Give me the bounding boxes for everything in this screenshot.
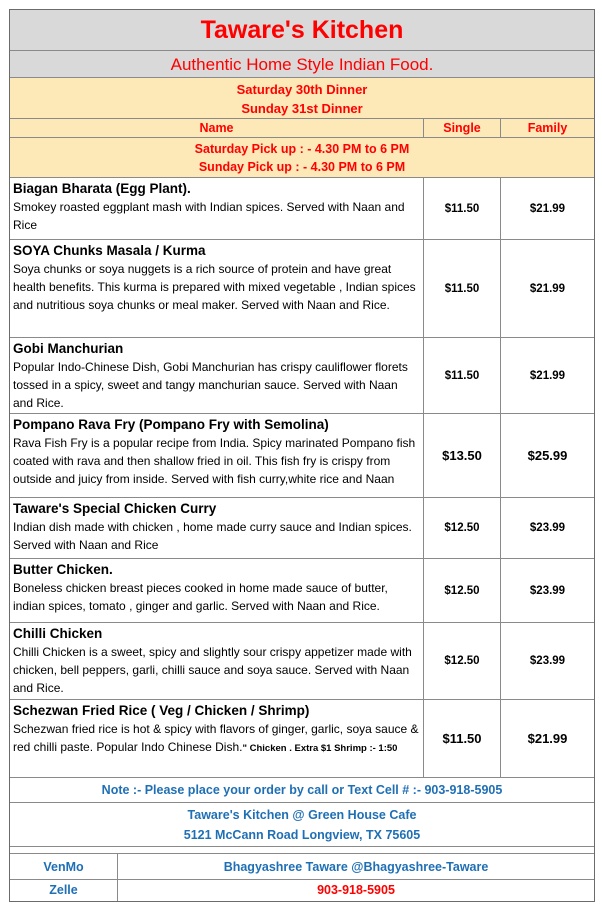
menu-item-family-price: $23.99 xyxy=(529,522,566,534)
menu-item xyxy=(10,338,594,414)
date-line-saturday: Saturday 30th Dinner xyxy=(236,82,368,97)
column-header-single: Single xyxy=(424,119,501,137)
address-block xyxy=(10,803,594,847)
menu-item-name: Gobi Manchurian xyxy=(13,341,124,356)
address-street: 5121 McCann Road Longview, TX 75605 xyxy=(183,828,421,842)
zelle-number: 903-918-5905 xyxy=(317,883,395,897)
menu-item-description xyxy=(13,720,420,758)
column-header-family: Family xyxy=(527,121,568,135)
menu-item xyxy=(10,178,594,240)
menu-item-details xyxy=(10,178,424,239)
menu-item-family-price: $23.99 xyxy=(529,584,566,597)
menu-item-single-price: $11.50 xyxy=(424,178,501,239)
menu-item-family-price: $21.99 xyxy=(529,369,566,382)
menu-item-details xyxy=(10,498,424,558)
menu-item-name: SOYA Chunks Masala / Kurma xyxy=(13,243,206,258)
venmo-row xyxy=(10,853,594,880)
menu-item-name: Schezwan Fried Rice ( Veg / Chicken / Shrimp) xyxy=(13,703,310,718)
page-subtitle: Authentic Home Style Indian Food. xyxy=(10,51,594,78)
menu-item-details xyxy=(10,338,424,413)
zelle-label: Zelle xyxy=(10,880,118,901)
menu-item-description: Soya chunks or soya nuggets is a rich source of protein and have great health benefits. This kurma is prepared with mixed vegetable , Indian spices and nutritious soya chunks or meal maker. Served with Naan and Rice. xyxy=(13,262,416,313)
menu-item-description: Rava Fish Fry is a popular recipe from India. Spicy marinated Pompano fish coated with rava and then shallow fried in oil. This fish fry is crispy from outside and juicy from inside. Served with fish curry,white rice and Naan xyxy=(13,436,416,487)
menu-item-single-price: $11.50 xyxy=(424,338,501,413)
menu-item-name: Butter Chicken. xyxy=(13,562,113,577)
pickup-saturday: Saturday Pick up : - 4.30 PM to 6 PM xyxy=(194,142,410,156)
menu-item-name: Pompano Rava Fry (Pompano Fry with Semolina) xyxy=(13,417,329,432)
menu-item-name: Taware's Special Chicken Curry xyxy=(13,501,217,516)
dinner-dates xyxy=(10,78,594,119)
menu-item-single-price: $13.50 xyxy=(424,414,501,497)
menu-item-description: Popular Indo-Chinese Dish, Gobi Manchurian has crispy cauliflower florets tossed in a spicy, sweet and tangy manchurian sauce. Served with Naan and Rice. xyxy=(13,360,408,411)
menu-item-single-price: $11.50 xyxy=(424,240,501,337)
zelle-row xyxy=(10,880,594,901)
menu-item-name: Biagan Bharata (Egg Plant). xyxy=(13,181,191,196)
menu-item-family-price: $21.99 xyxy=(529,282,566,295)
menu-item xyxy=(10,559,594,623)
menu-item-family-price: $25.99 xyxy=(527,448,568,463)
menu-item xyxy=(10,240,594,338)
menu-item-name: Chilli Chicken xyxy=(13,626,103,641)
menu-item-single-price: $12.50 xyxy=(424,498,501,558)
order-note: Note :- Please place your order by call or Text Cell # :- 903-918-5905 xyxy=(10,778,594,803)
menu-item xyxy=(10,700,594,778)
menu-item-description-text: Schezwan fried rice is hot & spicy with flavors of ginger, garlic, soya sauce & red chilli paste. Popular Indo Chinese Dish. xyxy=(13,722,419,755)
menu-item-details xyxy=(10,414,424,497)
menu-item-family-price: $21.99 xyxy=(529,202,566,215)
menu-item-description: Boneless chicken breast pieces cooked in home made sauce of butter, indian spices, tomato , ginger and garlic. Served with Naan and Rice. xyxy=(13,581,388,614)
menu-item xyxy=(10,498,594,559)
address-venue: Taware's Kitchen @ Green House Cafe xyxy=(187,808,417,822)
pickup-times xyxy=(10,138,594,178)
column-header-name: Name xyxy=(10,119,424,137)
pickup-sunday: Sunday Pick up : - 4.30 PM to 6 PM xyxy=(198,160,406,174)
column-header-row xyxy=(10,119,594,138)
page-title: Taware's Kitchen xyxy=(10,10,594,51)
menu-item-details xyxy=(10,559,424,622)
menu-item-single-price: $12.50 xyxy=(424,623,501,699)
menu-item-single-price: $12.50 xyxy=(424,559,501,622)
date-line-sunday: Sunday 31st Dinner xyxy=(241,101,363,116)
menu-item-extra-note: " Chicken . Extra $1 Shrimp :- 1:50 xyxy=(242,743,398,755)
menu-item-description: Smokey roasted eggplant mash with Indian spices. Served with Naan and Rice xyxy=(13,200,405,233)
menu-item xyxy=(10,623,594,700)
menu-item-description: Indian dish made with chicken , home made curry sauce and Indian spices. Served with Naan and Rice xyxy=(13,520,412,553)
menu-item-details xyxy=(10,700,424,777)
menu-item-details xyxy=(10,240,424,337)
venmo-label: VenMo xyxy=(10,854,118,879)
venmo-handle: Bhagyashree Taware @Bhagyashree-Taware xyxy=(223,860,489,874)
menu-item-family-price: $23.99 xyxy=(529,655,566,667)
menu-sheet xyxy=(9,9,595,902)
menu-item-single-price: $11.50 xyxy=(424,700,501,777)
menu-item-family-price: $21.99 xyxy=(527,731,568,746)
menu-item-details xyxy=(10,623,424,699)
menu-item-description: Chilli Chicken is a sweet, spicy and slightly sour crispy appetizer made with chicken, bell peppers, garli, chilli sauce and soya sauce. Served with Naan and Rice. xyxy=(13,645,412,696)
menu-item xyxy=(10,414,594,498)
